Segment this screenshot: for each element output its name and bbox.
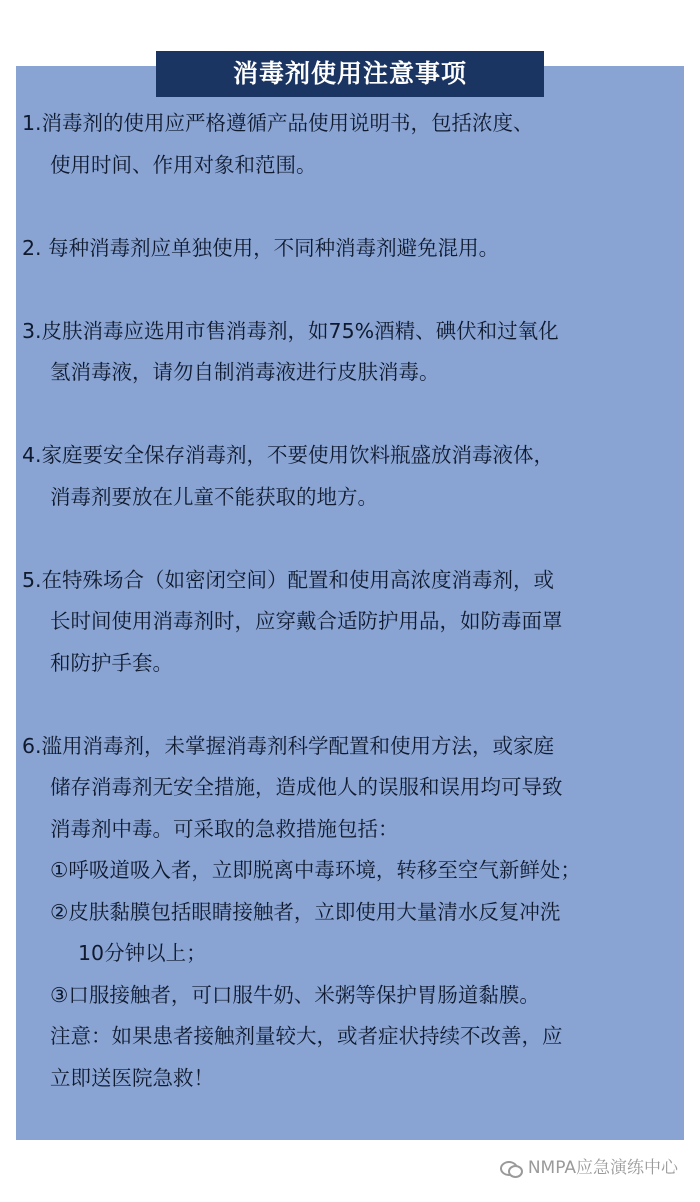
- item-1-line-1: 1.消毒剂的使用应严格遵循产品使用说明书，包括浓度、: [22, 111, 534, 135]
- item-6-line-5: ②皮肤黏膜包括眼睛接触者，立即使用大量清水反复冲洗: [50, 899, 561, 924]
- list-item-2: [22, 228, 682, 270]
- list-item-5: [22, 560, 682, 685]
- page-title: 消毒剂使用注意事项: [156, 51, 544, 97]
- item-4-line-2: 消毒剂要放在儿童不能获取的地方。: [50, 484, 378, 509]
- item-1-line-2: 使用时间、作用对象和范围。: [50, 152, 317, 177]
- item-4-line-1: 4.家庭要安全保存消毒剂，不要使用饮料瓶盛放消毒液体，: [22, 443, 555, 467]
- item-6-line-4: ①呼吸道吸入者，立即脱离中毒环境，转移至空气新鲜处；: [50, 858, 581, 882]
- item-6-line-1: 6.滥用消毒剂，未掌握消毒剂科学配置和使用方法，或家庭: [22, 733, 555, 758]
- item-6-line-2: 储存消毒剂无安全措施，造成他人的误服和误用均可导致: [50, 775, 563, 799]
- list-item-3: [22, 311, 682, 394]
- item-6-line-7: ③口服接触者，可口服牛奶、米粥等保护胃肠道黏膜。: [50, 982, 540, 1007]
- list-item-6: [22, 726, 682, 1100]
- wechat-icon: [500, 1159, 522, 1177]
- item-3-line-2: 氢消毒液，请勿自制消毒液进行皮肤消毒。: [50, 360, 440, 384]
- notice-list: [22, 103, 682, 1099]
- watermark: [500, 1156, 678, 1180]
- item-5-line-1: 5.在特殊场合（如密闭空间）配置和使用高浓度消毒剂，或: [22, 567, 555, 592]
- list-item-4: [22, 435, 682, 518]
- item-2-line-1: 2. 每种消毒剂应单独使用，不同种消毒剂避免混用。: [22, 235, 500, 260]
- item-6-line-6: 10分钟以上；: [78, 941, 207, 965]
- watermark-text: NMPA应急演练中心: [527, 1158, 678, 1178]
- list-item-1: [22, 103, 682, 186]
- item-6-line-9: 立即送医院急救！: [50, 1065, 214, 1090]
- item-5-line-3: 和防护手套。: [50, 650, 173, 675]
- item-6-line-3: 消毒剂中毒。可采取的急救措施包括：: [50, 816, 399, 841]
- item-6-line-8: 注意：如果患者接触剂量较大，或者症状持续不改善，应: [50, 1024, 563, 1048]
- item-3-line-1: 3.皮肤消毒应选用市售消毒剂，如75%酒精、碘伏和过氧化: [22, 318, 559, 343]
- item-5-line-2: 长时间使用消毒剂时，应穿戴合适防护用品，如防毒面罩: [50, 609, 563, 633]
